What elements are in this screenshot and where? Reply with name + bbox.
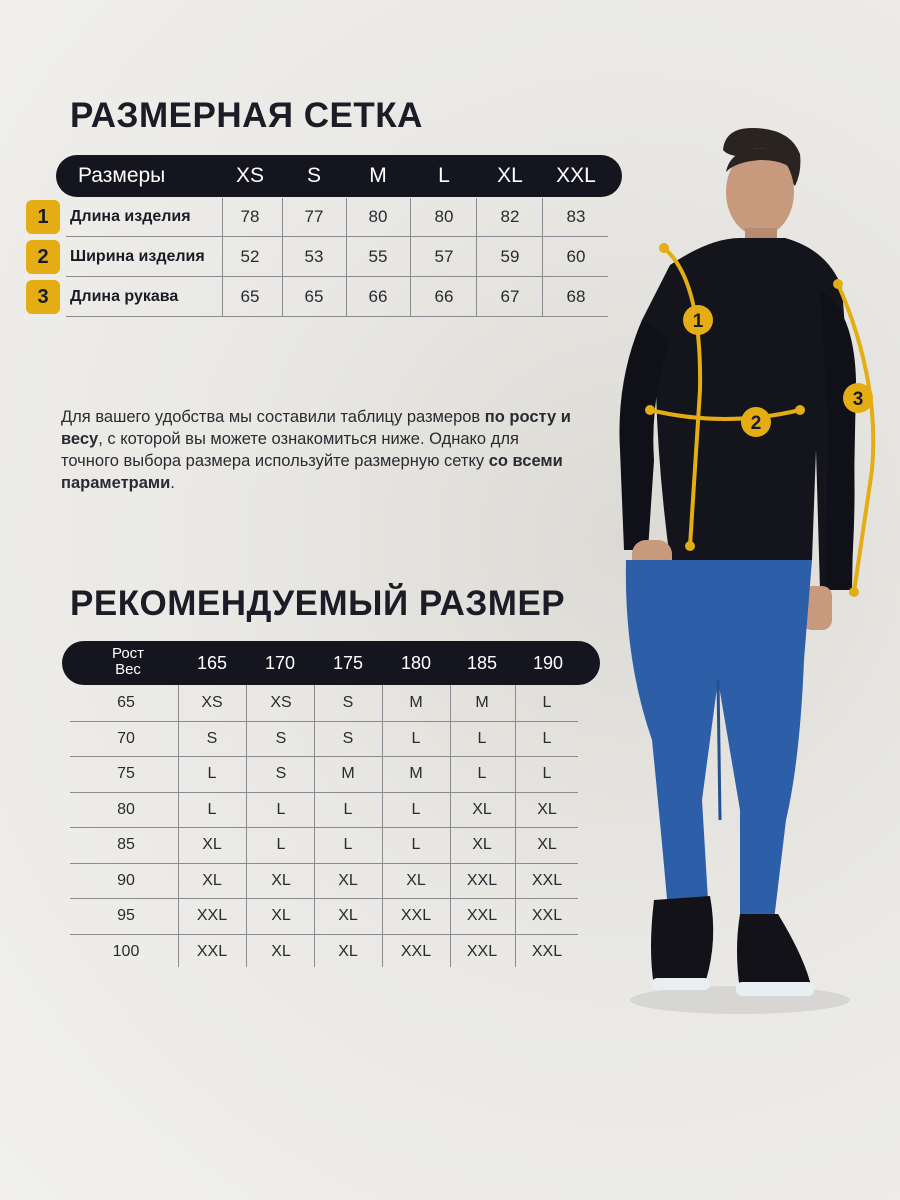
size-value: 78 [240,207,260,226]
size-cell: XL [537,836,557,853]
size-value: 68 [566,287,586,306]
size-cell: XL [202,872,222,889]
size-cell: XL [338,943,358,960]
size-value: 67 [500,287,520,306]
weight-cell: 90 [117,872,135,889]
header-corner [86,646,170,678]
size-cell: M [341,765,355,782]
size-value: 80 [368,207,388,226]
size-cell: XXL [531,872,563,889]
size-cell: XXL [196,943,228,960]
measure-dot [849,587,859,597]
row-label: Длина рукава [70,288,179,305]
size-cell: S [206,730,218,747]
column-divider [515,685,516,967]
note-bold-height-weight: по росту и весу [61,408,571,448]
size-cell: L [542,765,552,782]
size-cell: L [207,801,217,818]
size-cell: XL [202,836,222,853]
size-cell: M [475,694,489,711]
height-header: 185 [466,653,498,673]
size-cell: XXL [531,943,563,960]
weight-cell: 80 [117,801,135,818]
size-cell: XL [338,907,358,924]
size-cell: S [275,730,287,747]
size-value: 66 [368,287,388,306]
size-value: 77 [304,207,324,226]
size-row-sleeve [26,277,616,317]
height-header: 170 [264,653,296,673]
size-cell: L [343,836,353,853]
size-cell: L [411,836,421,853]
height-header: 190 [532,653,564,673]
size-header-l: L [438,164,450,187]
size-cell: XL [271,943,291,960]
size-header-xl: XL [497,164,523,187]
size-value: 65 [240,287,260,306]
measure-dot [645,405,655,415]
height-header: 180 [400,653,432,673]
size-cell: XL [472,836,492,853]
weight-cell: 65 [117,694,135,711]
recommended-header [62,641,600,685]
left-shoe-sole [652,978,710,990]
corner-weight-label: Вес [115,661,141,678]
corner-height-label: Рост [111,645,145,662]
size-note [61,406,581,494]
size-cell: XXL [466,943,498,960]
marker-3-label: 3 [852,389,864,410]
size-header-xxl: XXL [556,164,596,187]
size-cell: S [275,765,287,782]
size-cell: XXL [196,907,228,924]
measure-dot [685,541,695,551]
column-divider [314,685,315,967]
measure-dot [833,279,843,289]
size-cell: XXL [400,907,432,924]
size-cell: L [411,801,421,818]
height-header: 175 [332,653,364,673]
size-cell: L [477,730,487,747]
size-cell: L [411,730,421,747]
size-row-length [26,197,616,237]
size-cell: S [342,694,354,711]
marker-1-label: 1 [692,311,704,332]
weight-cell: 70 [117,730,135,747]
weight-cell: 85 [117,836,135,853]
marker-2-label: 2 [750,413,762,434]
size-row-width [26,237,616,277]
size-value: 65 [304,287,324,306]
size-value: 52 [240,247,260,266]
size-cell: XS [201,694,223,711]
weight-cell: 75 [117,765,135,782]
weight-cell: 100 [112,943,140,960]
size-cell: XL [271,907,291,924]
measure-dot [795,405,805,415]
row-label: Ширина изделия [70,248,205,265]
size-cell: XL [338,872,358,889]
size-cell: L [276,836,286,853]
size-cell: XL [537,801,557,818]
size-value: 59 [500,247,520,266]
size-value: 66 [434,287,454,306]
size-header-xs: XS [235,164,264,187]
size-value: 53 [304,247,324,266]
badge-3: 3 [26,280,60,314]
height-header: 165 [196,653,228,673]
size-header-m: M [369,164,387,187]
note-text: , с которой вы можете ознакомиться ниже. Однако для точного выбора размера используйте размерную сетку [61,430,519,470]
weight-cell: 95 [117,907,135,924]
size-cell: L [477,765,487,782]
size-cell: L [343,801,353,818]
size-chart-header-label: Размеры [78,164,166,187]
column-divider [178,685,179,967]
size-value: 80 [434,207,454,226]
size-cell: XS [270,694,292,711]
size-cell: L [207,765,217,782]
size-cell: XXL [466,907,498,924]
size-chart-title: РАЗМЕРНАЯ СЕТКА [70,96,423,135]
size-chart-header [56,155,622,197]
size-cell: L [276,801,286,818]
size-cell: XXL [400,943,432,960]
right-shoe-sole [736,982,814,996]
size-value: 55 [368,247,388,266]
size-value: 57 [434,247,454,266]
column-divider [246,685,247,967]
recommended-size-title: РЕКОМЕНДУЕМЫЙ РАЗМЕР [70,584,566,623]
size-cell: S [342,730,354,747]
jeans-seam [718,680,720,820]
model-figure [590,120,900,1020]
column-divider [382,685,383,967]
column-divider [450,685,451,967]
row-label: Длина изделия [70,208,191,225]
size-header-s: S [306,164,321,187]
measure-dot [659,243,669,253]
note-text: Для вашего удобства мы составили таблицу размеров [61,408,485,426]
size-cell: XL [271,872,291,889]
size-cell: M [409,694,423,711]
size-value: 60 [566,247,586,266]
size-cell: XXL [531,907,563,924]
note-bold-all-params: со всеми параметрами [61,452,563,492]
size-cell: M [409,765,423,782]
left-shoe [651,896,713,988]
size-cell: XL [472,801,492,818]
badge-1: 1 [26,200,60,234]
note-text: . [170,474,175,492]
size-cell: XXL [466,872,498,889]
badge-2: 2 [26,240,60,274]
size-cell: L [542,694,552,711]
size-cell: XL [406,872,426,889]
size-value: 83 [566,207,586,226]
size-value: 82 [500,207,520,226]
size-cell: L [542,730,552,747]
